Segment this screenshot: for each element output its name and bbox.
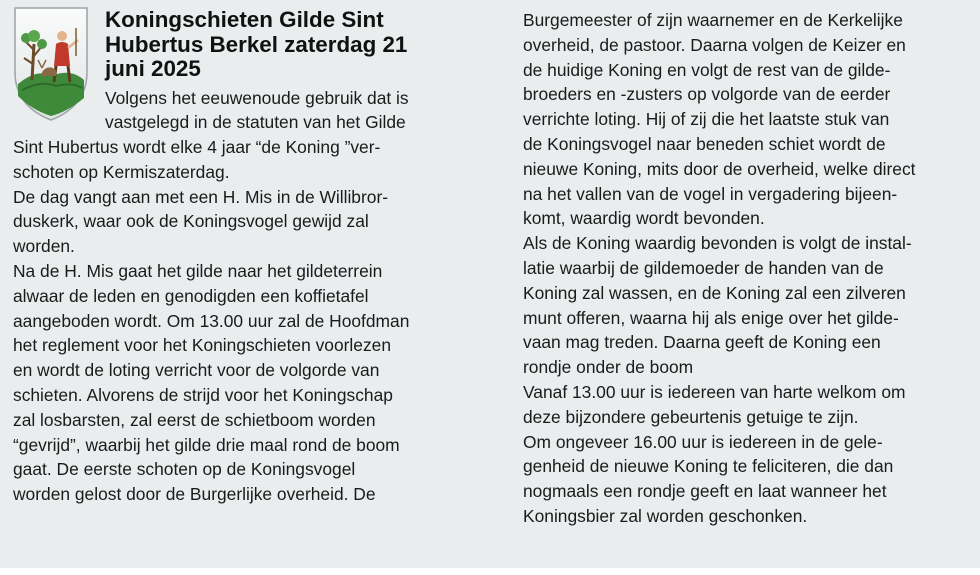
text-line: worden gelost door de Burgerlijke overheid. De <box>13 484 376 505</box>
text-line: Volgens het eeuwenoude gebruik dat is <box>105 87 409 108</box>
article-title-line: Koningschieten Gilde Sint <box>105 7 384 32</box>
text-line: Om ongeveer 16.00 uur is iedereen in de gele- <box>523 431 883 452</box>
text-line: de huidige Koning en volgt de rest van de gilde- <box>523 59 891 80</box>
text-line: schoten op Kermiszaterdag. <box>13 161 230 182</box>
text-line: alwaar de leden en genodigden een koffietafel <box>13 285 369 306</box>
text-line: munt offeren, waarna hij als enige over het gilde- <box>523 307 899 328</box>
text-line: nogmaals een rondje geeft en laat wanneer het <box>523 481 887 502</box>
text-line: rondje onder de boom <box>523 357 694 378</box>
text-line: komt, waardig wordt bevonden. <box>523 208 765 229</box>
text-line: en wordt de loting verricht voor de volgorde van <box>13 360 380 381</box>
text-line: zal losbarsten, zal eerst de schietboom worden <box>13 409 376 430</box>
page-bottom-strip <box>0 568 980 575</box>
article-column-right <box>523 8 973 529</box>
text-line: gaat. De eerste schoten op de Koningsvogel <box>13 459 356 480</box>
text-line: duskerk, waar ook de Koningsvogel gewijd zal <box>13 211 369 232</box>
text-line: worden. <box>13 236 75 257</box>
article-column-left <box>13 8 507 507</box>
text-line: schieten. Alvorens de strijd voor het Koningschap <box>13 385 393 406</box>
text-line: na het vallen van de vogel in vergadering bijeen- <box>523 183 898 204</box>
text-line: aangeboden wordt. Om 13.00 uur zal de Hoofdman <box>13 310 410 331</box>
text-line: de Koningsvogel naar beneden schiet wordt de <box>523 133 886 154</box>
text-line: Koning zal wassen, en de Koning zal een zilveren <box>523 282 906 303</box>
text-line: overheid, de pastoor. Daarna volgen de Keizer en <box>523 34 906 55</box>
text-line: Als de Koning waardig bevonden is volgt de instal- <box>523 233 912 254</box>
text-line: Na de H. Mis gaat het gilde naar het gildeterrein <box>13 261 383 282</box>
text-line: latie waarbij de gildemoeder de handen van de <box>523 257 884 278</box>
text-line: Koningsbier zal worden geschonken. <box>523 505 808 526</box>
text-line: nieuwe Koning, mits door de overheid, welke direct <box>523 158 916 179</box>
article-body-left <box>13 86 507 508</box>
text-line: het reglement voor het Koningschieten voorlezen <box>13 335 392 356</box>
text-line: vaan mag treden. Daarna geeft de Koning een <box>523 332 881 353</box>
text-line: broeders en -zusters op volgorde van de eerder <box>523 84 891 105</box>
text-line: De dag vangt aan met een H. Mis in de Willibror- <box>13 186 389 207</box>
text-line: Burgemeester of zijn waarnemer en de Kerkelijke <box>523 10 903 30</box>
text-line: “gevrijd”, waarbij het gilde drie maal rond de boom <box>13 434 400 455</box>
text-line: Vanaf 13.00 uur is iedereen van harte welkom om <box>523 381 906 402</box>
article-title-line: Hubertus Berkel zaterdag 21 <box>105 31 408 57</box>
text-line: verrichte loting. Hij of zij die het laatste stuk van <box>523 109 890 130</box>
text-line: vastgelegd in de statuten van het Gilde <box>105 112 406 133</box>
article-title-line: juni 2025 <box>105 56 201 81</box>
text-line: deze bijzondere gebeurtenis getuige te zijn. <box>523 406 859 427</box>
article-title <box>105 8 507 82</box>
text-line: Sint Hubertus wordt elke 4 jaar “de Koning ”ver- <box>13 137 381 158</box>
text-line: genheid de nieuwe Koning te feliciteren, die dan <box>523 456 894 477</box>
